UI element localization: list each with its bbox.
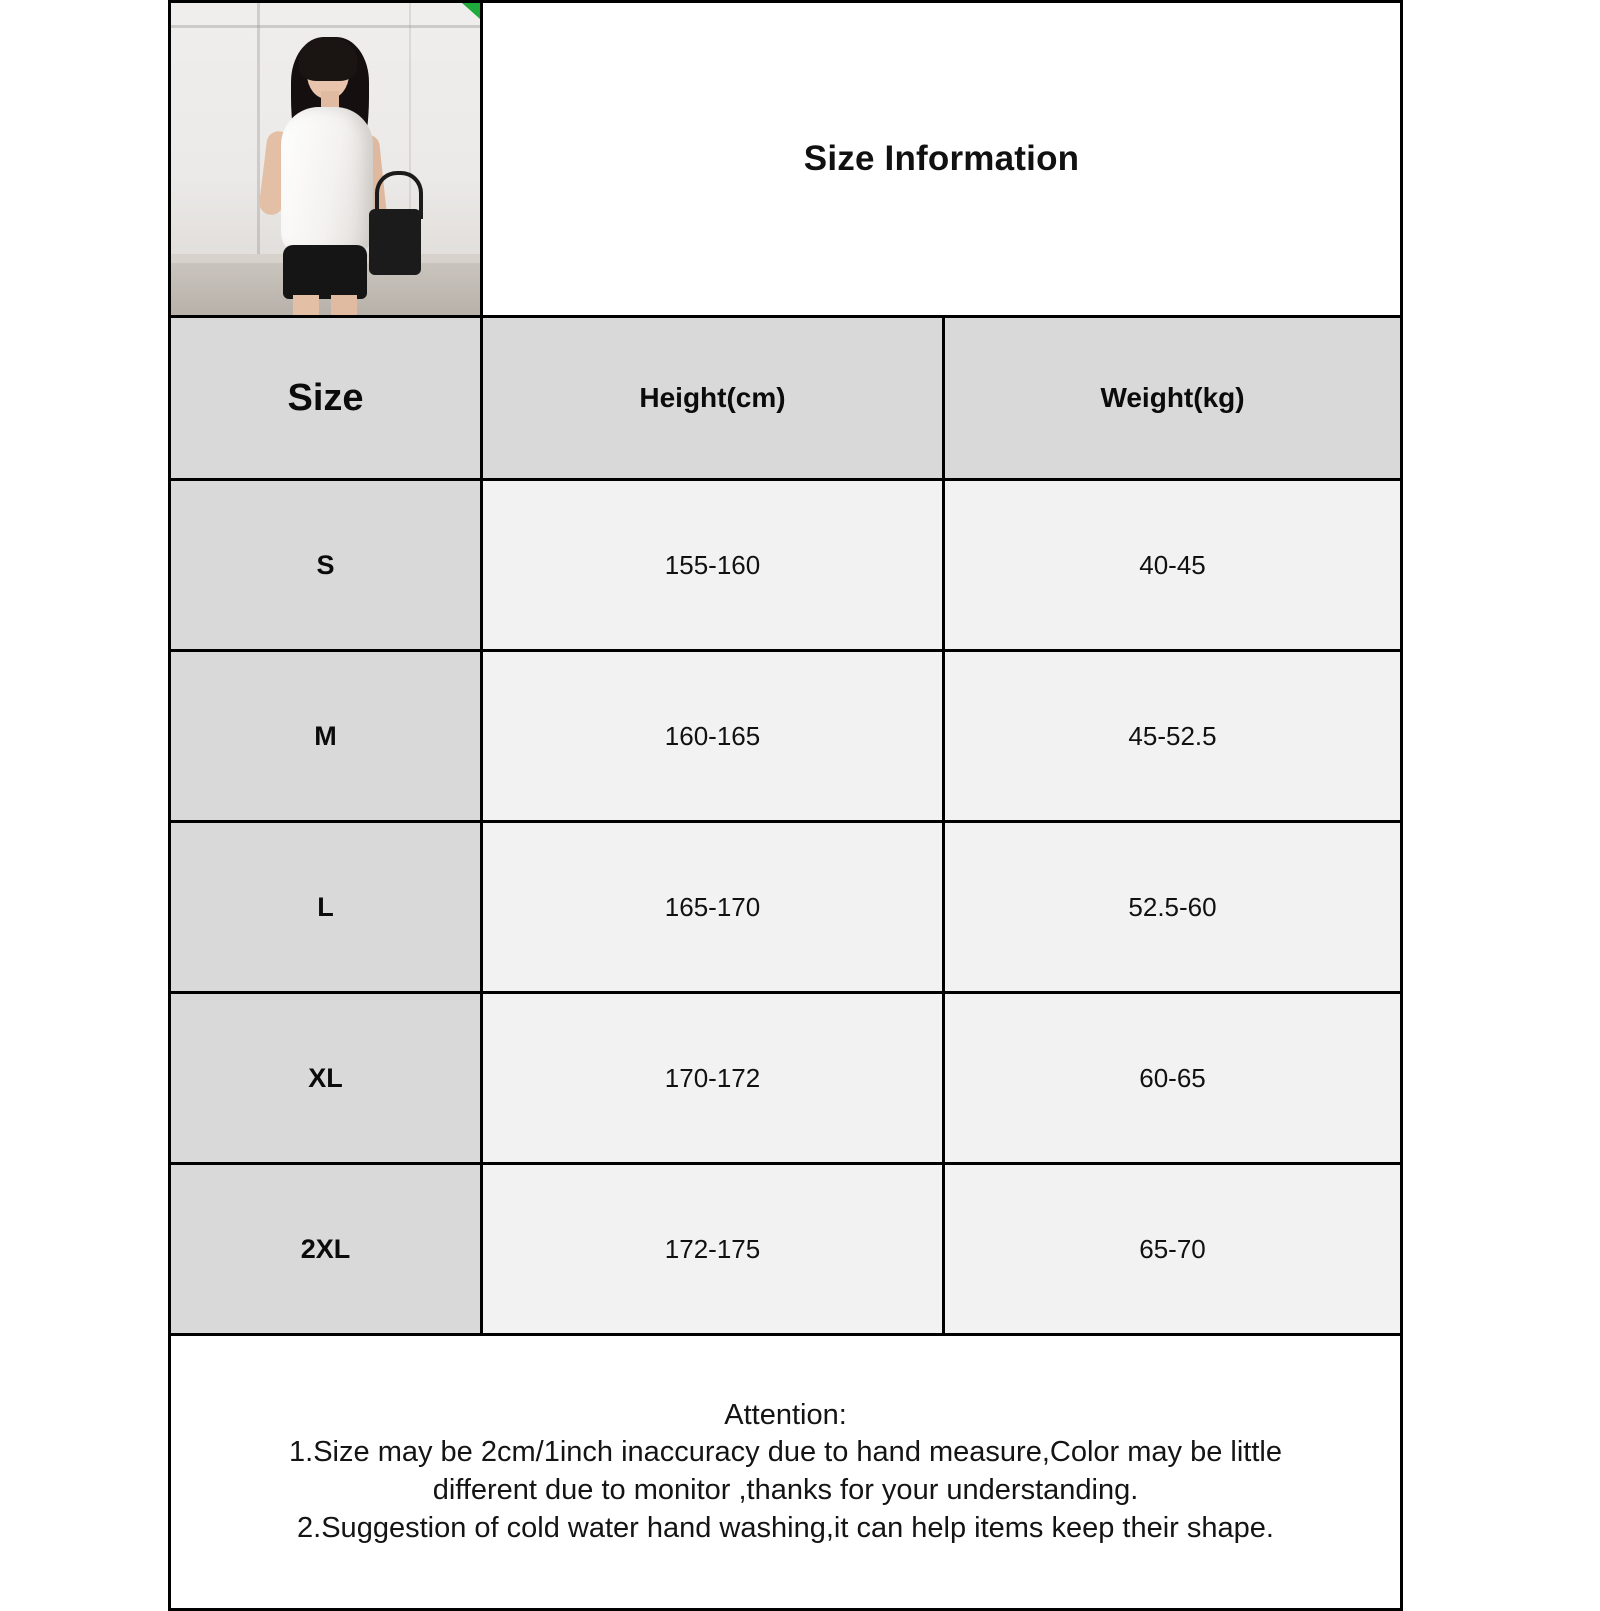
green-corner-marker-icon [462,3,480,19]
column-header-height-label: Height(cm) [639,382,786,413]
cell-weight [944,651,1402,822]
cell-weight-label: 52.5-60 [1128,891,1217,922]
cell-height [482,822,944,993]
cell-size [170,651,482,822]
model-photo [171,3,480,315]
column-header-size [170,317,482,480]
cell-height [482,1164,944,1335]
cell-height [482,480,944,651]
model-hair-front [299,37,357,81]
cell-weight-label: 65-70 [1139,1233,1206,1264]
cell-size-label: 2XL [300,1233,351,1264]
size-information-table [168,0,1403,1611]
cell-height-label: 160-165 [664,720,761,751]
wall-line-decor [171,25,480,28]
attention-line-2: different due to monitor ,thanks for your understanding. [432,1474,1139,1506]
cell-size-label: M [314,720,337,751]
attention-line-1: 1.Size may be 2cm/1inch inaccuracy due to hand measure,Color may be little [289,1436,1282,1469]
table-row [170,1164,1402,1335]
attention-heading: Attention: [724,1398,847,1431]
model-black-shorts [283,245,367,299]
cell-weight-label: 40-45 [1139,549,1206,580]
column-header-height [482,317,944,480]
title-cell [482,2,1402,317]
cell-height-label: 170-172 [664,1062,761,1093]
table-row [170,480,1402,651]
cell-height-label: 165-170 [664,891,761,922]
column-header-weight [944,317,1402,480]
cell-weight [944,993,1402,1164]
cell-height [482,993,944,1164]
cell-size [170,1164,482,1335]
cell-weight-label: 45-52.5 [1128,720,1217,751]
cell-weight [944,480,1402,651]
attention-row [170,1335,1402,1610]
cell-height [482,651,944,822]
attention-block [170,1335,1402,1610]
cell-size-label: XL [308,1062,343,1093]
cell-weight [944,822,1402,993]
table-row [170,993,1402,1164]
model-white-top [281,107,373,255]
cell-size-label: S [316,549,335,580]
table-header-row [170,317,1402,480]
product-photo-cell [170,2,482,317]
cell-weight-label: 60-65 [1139,1062,1206,1093]
page-title: Size Information [803,139,1080,178]
model-right-leg [331,295,357,317]
cell-weight [944,1164,1402,1335]
attention-line-3: 2.Suggestion of cold water hand washing,it can help items keep their shape. [297,1511,1274,1544]
cell-height-label: 172-175 [664,1233,761,1264]
table-row [170,651,1402,822]
cell-size [170,993,482,1164]
cell-size [170,480,482,651]
table-row [170,822,1402,993]
model-left-leg [293,295,319,317]
cell-size [170,822,482,993]
cell-size-label: L [317,891,334,922]
handbag [369,209,421,275]
table-row-header-banner [170,2,1402,317]
column-header-weight-label: Weight(kg) [1100,382,1245,413]
cell-height-label: 155-160 [664,549,761,580]
column-header-size-label: Size [287,376,364,419]
